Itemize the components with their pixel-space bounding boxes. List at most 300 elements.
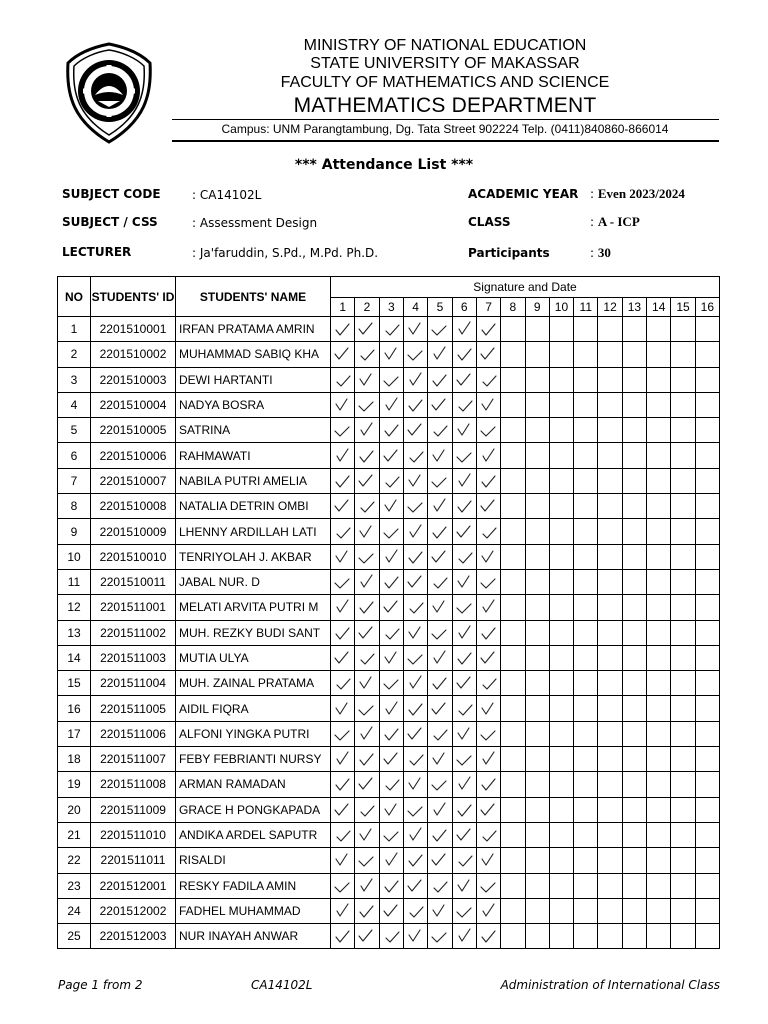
attendance-cell <box>403 721 427 746</box>
attendance-cell <box>331 569 355 594</box>
attendance-cell <box>525 721 549 746</box>
attendance-cell <box>647 569 671 594</box>
attendance-cell <box>355 367 379 392</box>
check-mark-icon <box>480 802 497 818</box>
separator: : <box>590 246 595 260</box>
check-mark-icon <box>383 903 400 919</box>
check-mark-icon <box>456 321 473 337</box>
attendance-cell <box>452 873 476 898</box>
attendance-cell <box>647 367 671 392</box>
student-name: ANDIKA ARDEL SAPUTR <box>176 822 331 847</box>
check-mark-icon <box>480 397 497 413</box>
attendance-cell <box>403 620 427 645</box>
row-number: 10 <box>58 544 91 569</box>
attendance-cell <box>403 544 427 569</box>
check-mark-icon <box>431 549 448 565</box>
attendance-cell <box>647 696 671 721</box>
attendance-cell <box>671 443 695 468</box>
student-name: MUH. REZKY BUDI SANT <box>176 620 331 645</box>
student-id: 2201512003 <box>91 924 176 949</box>
attendance-cell <box>671 544 695 569</box>
attendance-cell <box>549 392 573 417</box>
attendance-cell <box>549 797 573 822</box>
check-mark-icon <box>480 574 497 590</box>
attendance-cell <box>501 671 525 696</box>
attendance-cell <box>574 418 598 443</box>
check-mark-icon <box>334 549 351 565</box>
attendance-cell <box>598 519 622 544</box>
attendance-cell <box>598 924 622 949</box>
attendance-cell <box>622 873 646 898</box>
check-mark-icon <box>456 701 473 717</box>
attendance-cell <box>331 671 355 696</box>
attendance-cell <box>355 772 379 797</box>
check-mark-icon <box>480 726 497 742</box>
attendance-cell <box>331 544 355 569</box>
attendance-cell <box>355 418 379 443</box>
separator: : <box>590 187 595 201</box>
attendance-cell <box>525 569 549 594</box>
student-name: NABILA PUTRI AMELIA <box>176 468 331 493</box>
student-name: DEWI HARTANTI <box>176 367 331 392</box>
table-row <box>58 671 720 696</box>
check-mark-icon <box>334 675 351 691</box>
attendance-cell <box>574 468 598 493</box>
attendance-cell <box>355 797 379 822</box>
attendance-cell <box>452 392 476 417</box>
attendance-cell <box>598 569 622 594</box>
attendance-cell <box>695 494 719 519</box>
row-number: 8 <box>58 494 91 519</box>
attendance-cell <box>695 443 719 468</box>
attendance-cell <box>355 494 379 519</box>
student-name: JABAL NUR. D <box>176 569 331 594</box>
check-mark-icon <box>480 422 497 438</box>
attendance-cell <box>647 822 671 847</box>
check-mark-icon <box>358 928 375 944</box>
attendance-cell <box>622 443 646 468</box>
attendance-cell <box>525 620 549 645</box>
student-name: NADYA BOSRA <box>176 392 331 417</box>
row-number: 23 <box>58 873 91 898</box>
attendance-cell <box>695 696 719 721</box>
attendance-cell <box>476 468 500 493</box>
check-mark-icon <box>480 776 497 792</box>
check-mark-icon <box>431 776 448 792</box>
attendance-cell <box>403 924 427 949</box>
attendance-cell <box>622 367 646 392</box>
attendance-cell <box>671 595 695 620</box>
attendance-cell <box>428 873 452 898</box>
attendance-cell <box>622 721 646 746</box>
attendance-cell <box>355 747 379 772</box>
attendance-cell <box>622 747 646 772</box>
col-no-header: NO <box>58 277 91 317</box>
meeting-header: 11 <box>574 298 598 317</box>
attendance-cell <box>355 443 379 468</box>
check-mark-icon <box>407 852 424 868</box>
attendance-cell <box>452 721 476 746</box>
table-row <box>58 519 720 544</box>
meeting-header: 5 <box>428 298 452 317</box>
student-id: 2201511011 <box>91 848 176 873</box>
attendance-cell <box>549 848 573 873</box>
check-mark-icon <box>358 574 375 590</box>
check-mark-icon <box>407 473 424 489</box>
row-number: 9 <box>58 519 91 544</box>
attendance-cell <box>549 595 573 620</box>
check-mark-icon <box>383 574 400 590</box>
table-row <box>58 747 720 772</box>
check-mark-icon <box>456 625 473 641</box>
check-mark-icon <box>334 650 351 666</box>
attendance-cell <box>622 645 646 670</box>
check-mark-icon <box>480 524 497 540</box>
check-mark-icon <box>407 549 424 565</box>
attendance-cell <box>428 342 452 367</box>
attendance-cell <box>403 569 427 594</box>
check-mark-icon <box>407 650 424 666</box>
attendance-cell <box>476 772 500 797</box>
student-id: 2201510001 <box>91 317 176 342</box>
check-mark-icon <box>456 422 473 438</box>
check-mark-icon <box>383 878 400 894</box>
attendance-cell <box>403 595 427 620</box>
attendance-cell <box>379 645 403 670</box>
check-mark-icon <box>334 751 351 767</box>
attendance-cell <box>598 418 622 443</box>
attendance-cell <box>331 317 355 342</box>
col-name-header: STUDENTS' NAME <box>176 277 331 317</box>
attendance-cell <box>671 848 695 873</box>
attendance-cell <box>574 544 598 569</box>
separator: : <box>192 216 197 230</box>
attendance-cell <box>622 772 646 797</box>
attendance-cell <box>355 696 379 721</box>
student-name: AIDIL FIQRA <box>176 696 331 721</box>
attendance-cell <box>379 822 403 847</box>
attendance-cell <box>549 620 573 645</box>
table-row <box>58 772 720 797</box>
attendance-cell <box>549 696 573 721</box>
attendance-cell <box>695 544 719 569</box>
attendance-cell <box>501 367 525 392</box>
attendance-cell <box>525 797 549 822</box>
meeting-header: 12 <box>598 298 622 317</box>
attendance-cell <box>331 924 355 949</box>
attendance-cell <box>525 342 549 367</box>
table-row <box>58 544 720 569</box>
attendance-cell <box>574 721 598 746</box>
attendance-cell <box>452 620 476 645</box>
attendance-cell <box>574 696 598 721</box>
attendance-cell <box>501 519 525 544</box>
attendance-cell <box>331 898 355 923</box>
attendance-cell <box>549 747 573 772</box>
attendance-cell <box>647 342 671 367</box>
attendance-cell <box>355 342 379 367</box>
attendance-cell <box>574 645 598 670</box>
academic-year-value: Even 2023/2024 <box>597 186 685 201</box>
attendance-cell <box>574 443 598 468</box>
attendance-cell <box>476 671 500 696</box>
attendance-cell <box>379 898 403 923</box>
check-mark-icon <box>358 701 375 717</box>
check-mark-icon <box>383 549 400 565</box>
attendance-cell <box>501 544 525 569</box>
check-mark-icon <box>431 827 448 843</box>
table-row <box>58 392 720 417</box>
check-mark-icon <box>383 852 400 868</box>
attendance-cell <box>331 468 355 493</box>
check-mark-icon <box>383 372 400 388</box>
subject-value: Assessment Design <box>199 216 318 230</box>
check-mark-icon <box>358 827 375 843</box>
attendance-cell <box>331 519 355 544</box>
page-number: Page 1 from 2 <box>58 978 143 992</box>
row-number: 22 <box>58 848 91 873</box>
attendance-cell <box>695 924 719 949</box>
attendance-cell <box>428 468 452 493</box>
student-name: IRFAN PRATAMA AMRIN <box>176 317 331 342</box>
check-mark-icon <box>383 346 400 362</box>
check-mark-icon <box>480 372 497 388</box>
row-number: 12 <box>58 595 91 620</box>
attendance-cell <box>622 519 646 544</box>
attendance-cell <box>695 595 719 620</box>
check-mark-icon <box>383 928 400 944</box>
attendance-cell <box>622 418 646 443</box>
university-line: STATE UNIVERSITY OF MAKASSAR <box>310 55 580 72</box>
check-mark-icon <box>358 903 375 919</box>
attendance-cell <box>671 898 695 923</box>
attendance-cell <box>622 898 646 923</box>
check-mark-icon <box>431 422 448 438</box>
check-mark-icon <box>456 574 473 590</box>
check-mark-icon <box>431 878 448 894</box>
attendance-cell <box>549 367 573 392</box>
meeting-header: 3 <box>379 298 403 317</box>
attendance-cell <box>574 519 598 544</box>
attendance-cell <box>695 772 719 797</box>
check-mark-icon <box>383 498 400 514</box>
attendance-cell <box>647 544 671 569</box>
attendance-cell <box>476 367 500 392</box>
attendance-cell <box>525 747 549 772</box>
attendance-cell <box>574 797 598 822</box>
student-name: FADHEL MUHAMMAD <box>176 898 331 923</box>
attendance-cell <box>476 494 500 519</box>
attendance-cell <box>671 772 695 797</box>
student-name: MELATI ARVITA PUTRI M <box>176 595 331 620</box>
attendance-cell <box>671 924 695 949</box>
attendance-cell <box>671 392 695 417</box>
check-mark-icon <box>334 372 351 388</box>
signature-date-header: Signature and Date <box>331 277 720 298</box>
attendance-cell <box>671 822 695 847</box>
attendance-cell <box>501 848 525 873</box>
attendance-cell <box>647 418 671 443</box>
check-mark-icon <box>334 397 351 413</box>
attendance-cell <box>428 367 452 392</box>
attendance-cell <box>452 468 476 493</box>
attendance-cell <box>403 797 427 822</box>
attendance-cell <box>525 671 549 696</box>
student-name: ALFONI YINGKA PUTRI <box>176 721 331 746</box>
participants-value: 30 <box>597 245 611 260</box>
attendance-cell <box>403 392 427 417</box>
check-mark-icon <box>456 903 473 919</box>
attendance-cell <box>428 645 452 670</box>
row-number: 17 <box>58 721 91 746</box>
check-mark-icon <box>431 928 448 944</box>
table-row <box>58 468 720 493</box>
attendance-cell <box>695 822 719 847</box>
attendance-cell <box>622 924 646 949</box>
check-mark-icon <box>358 498 375 514</box>
check-mark-icon <box>456 751 473 767</box>
attendance-cell <box>695 569 719 594</box>
student-id: 2201512002 <box>91 898 176 923</box>
academic-year-label: ACADEMIC YEAR <box>468 187 579 201</box>
attendance-cell <box>403 342 427 367</box>
check-mark-icon <box>431 852 448 868</box>
attendance-cell <box>331 392 355 417</box>
attendance-cell <box>379 721 403 746</box>
attendance-cell <box>549 468 573 493</box>
attendance-cell <box>501 595 525 620</box>
attendance-cell <box>428 443 452 468</box>
attendance-cell <box>355 848 379 873</box>
row-number: 1 <box>58 317 91 342</box>
attendance-cell <box>501 797 525 822</box>
attendance-cell <box>598 443 622 468</box>
subject-code-value: CA14102L <box>199 188 262 202</box>
attendance-cell <box>622 392 646 417</box>
student-name: RESKY FADILA AMIN <box>176 873 331 898</box>
class-value: A - ICP <box>597 214 640 229</box>
student-id: 2201510005 <box>91 418 176 443</box>
attendance-cell <box>379 443 403 468</box>
attendance-cell <box>598 671 622 696</box>
attendance-cell <box>525 367 549 392</box>
attendance-cell <box>647 671 671 696</box>
attendance-cell <box>428 418 452 443</box>
attendance-cell <box>331 696 355 721</box>
attendance-cell <box>671 569 695 594</box>
student-name: MUH. ZAINAL PRATAMA <box>176 671 331 696</box>
attendance-cell <box>355 468 379 493</box>
check-mark-icon <box>407 928 424 944</box>
attendance-cell <box>695 519 719 544</box>
row-number: 6 <box>58 443 91 468</box>
table-row <box>58 342 720 367</box>
page-title: *** Attendance List *** <box>294 157 474 173</box>
attendance-cell <box>501 772 525 797</box>
attendance-cell <box>331 822 355 847</box>
student-name: GRACE H PONGKAPADA <box>176 797 331 822</box>
row-number: 14 <box>58 645 91 670</box>
attendance-cell <box>476 696 500 721</box>
check-mark-icon <box>334 625 351 641</box>
attendance-cell <box>403 848 427 873</box>
student-id: 2201510002 <box>91 342 176 367</box>
attendance-cell <box>476 443 500 468</box>
student-name: NUR INAYAH ANWAR <box>176 924 331 949</box>
attendance-cell <box>574 772 598 797</box>
lecturer-value: Ja'faruddin, S.Pd., M.Pd. Ph.D. <box>199 246 379 260</box>
check-mark-icon <box>456 599 473 615</box>
check-mark-icon <box>456 346 473 362</box>
check-mark-icon <box>383 599 400 615</box>
attendance-cell <box>647 797 671 822</box>
check-mark-icon <box>407 751 424 767</box>
separator: : <box>192 188 197 202</box>
student-name: RAHMAWATI <box>176 443 331 468</box>
check-mark-icon <box>407 726 424 742</box>
check-mark-icon <box>431 726 448 742</box>
table-row <box>58 367 720 392</box>
check-mark-icon <box>358 422 375 438</box>
attendance-cell <box>574 822 598 847</box>
table-row <box>58 569 720 594</box>
attendance-cell <box>331 721 355 746</box>
attendance-cell <box>331 367 355 392</box>
check-mark-icon <box>456 852 473 868</box>
meeting-header: 4 <box>403 298 427 317</box>
meeting-header: 10 <box>549 298 573 317</box>
attendance-cell <box>695 468 719 493</box>
check-mark-icon <box>480 903 497 919</box>
student-name: ARMAN RAMADAN <box>176 772 331 797</box>
attendance-cell <box>695 898 719 923</box>
attendance-cell <box>403 494 427 519</box>
check-mark-icon <box>358 321 375 337</box>
check-mark-icon <box>480 473 497 489</box>
attendance-cell <box>525 468 549 493</box>
attendance-cell <box>355 721 379 746</box>
student-id: 2201510003 <box>91 367 176 392</box>
attendance-cell <box>379 797 403 822</box>
table-row <box>58 822 720 847</box>
attendance-cell <box>622 620 646 645</box>
row-number: 18 <box>58 747 91 772</box>
attendance-cell <box>671 342 695 367</box>
attendance-cell <box>452 924 476 949</box>
check-mark-icon <box>431 650 448 666</box>
attendance-cell <box>647 645 671 670</box>
attendance-cell <box>695 797 719 822</box>
attendance-cell <box>549 822 573 847</box>
row-number: 5 <box>58 418 91 443</box>
attendance-cell <box>695 367 719 392</box>
attendance-cell <box>501 392 525 417</box>
check-mark-icon <box>407 827 424 843</box>
student-name: FEBY FEBRIANTI NURSY <box>176 747 331 772</box>
attendance-cell <box>379 468 403 493</box>
attendance-cell <box>598 645 622 670</box>
attendance-cell <box>695 721 719 746</box>
check-mark-icon <box>480 448 497 464</box>
attendance-cell <box>331 595 355 620</box>
check-mark-icon <box>358 878 375 894</box>
check-mark-icon <box>480 928 497 944</box>
attendance-cell <box>452 671 476 696</box>
attendance-cell <box>428 848 452 873</box>
attendance-cell <box>622 494 646 519</box>
check-mark-icon <box>431 625 448 641</box>
table-row <box>58 443 720 468</box>
